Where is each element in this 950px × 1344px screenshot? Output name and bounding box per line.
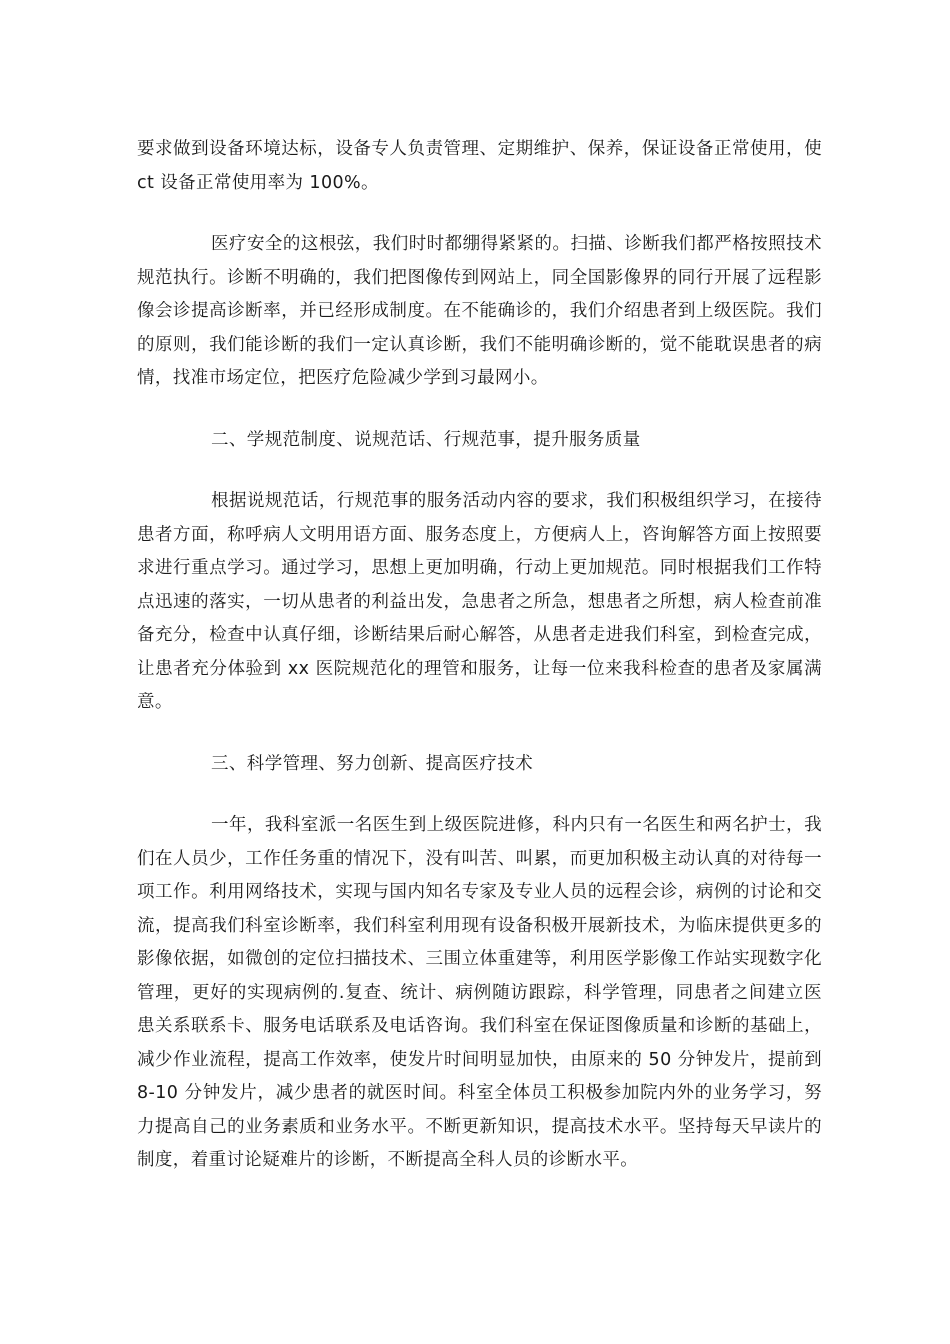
section-heading-2: 二、学规范制度、说规范话、行规范事，提升服务质量 [211, 429, 641, 450]
paragraph-service-quality: 根据说规范话，行规范事的服务活动内容的要求，我们积极组织学习，在接待患者方面，称呼病人文明用语方面、服务态度上，方便病人上，咨询解答方面上按照要求进行重点学习。通过学习，思想上更加明确，行动上更加规范。同时根据我们工作特点迅速的落实，一切从患者的利益出发，急患者之所急，想患者之所想，病人检查前准备充分，检查中认真仔细，诊断结果后耐心解答，从患者走进我们科室，到检查完成，让患者充分体验到 xx 医院规范化的理管和服务，让每一位来我科检查的患者及家属满意。 [137, 491, 822, 712]
document-body [137, 133, 822, 1206]
paragraph-equipment: 要求做到设备环境达标，设备专人负责管理、定期维护、保养，保证设备正常使用，使 ct 设备正常使用率为 100%。 [137, 139, 822, 193]
section-heading-3: 三、科学管理、努力创新、提高医疗技术 [211, 753, 534, 774]
paragraph-medical-safety: 医疗安全的这根弦，我们时时都绷得紧紧的。扫描、诊断我们都严格按照技术规范执行。诊断不明确的，我们把图像传到网站上，同全国影像界的同行开展了远程影像会诊提高诊断率，并已经形成制度。在不能确诊的，我们介绍患者到上级医院。我们的原则，我们能诊断的我们一定认真诊断，我们不能明确诊断的，觉不能耽误患者的病情，找准市场定位，把医疗危险减少学到习最网小。 [137, 234, 822, 388]
paragraph-management-innovation: 一年，我科室派一名医生到上级医院进修，科内只有一名医生和两名护士，我们在人员少，工作任务重的情况下，没有叫苦、叫累，而更加积极主动认真的对待每一项工作。利用网络技术，实现与国内知名专家及专业人员的远程会诊，病例的讨论和交流，提高我们科室诊断率，我们科室利用现有设备积极开展新技术，为临床提供更多的影像依据，如微创的定位扫描技术、三围立体重建等，利用医学影像工作站实现数字化管理，更好的实现病例的.复查、统计、病例随访跟踪，科学管理，同患者之间建立医患关系联系卡、服务电话联系及电话咨询。我们科室在保证图像质量和诊断的基础上，减少作业流程，提高工作效率，使发片时间明显加快，由原来的 50 分钟发片，提前到 8-10 分钟发片，减少患者的就医时间。科室全体员工积极参加院内外的业务学习，努力提高自己的业务素质和业务水平。不断更新知识，提高技术水平。坚持每天早读片的制度，着重讨论疑难片的诊断，不断提高全科人员的诊断水平。 [137, 815, 822, 1170]
